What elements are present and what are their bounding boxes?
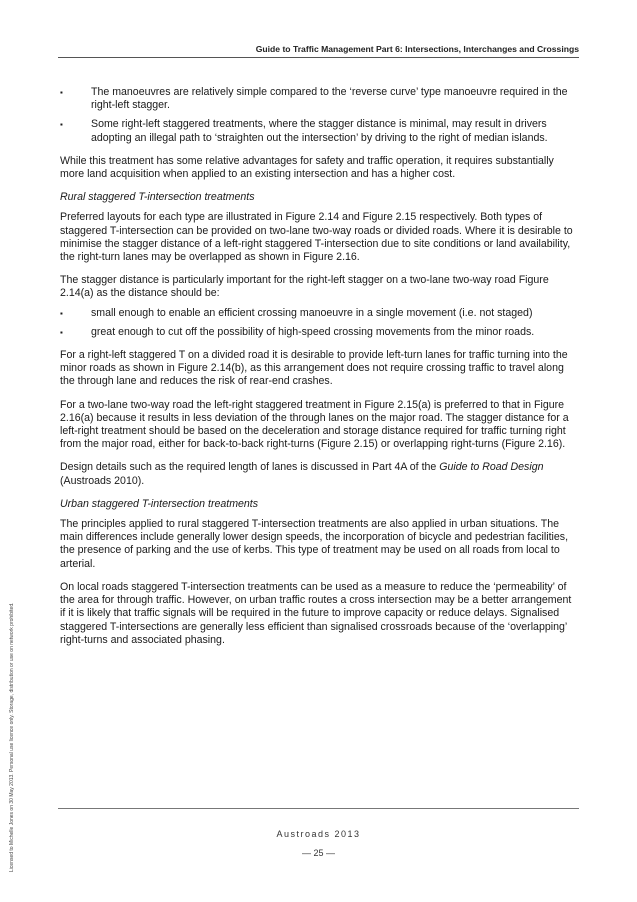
licence-side-note: Licensed to Michelle Jones on 30 May 2013. Personal use licence only. Storage, distribution or use on network prohibited. bbox=[9, 602, 15, 872]
list-item bbox=[60, 307, 574, 320]
design-text-end: (Austroads 2010). bbox=[60, 474, 145, 487]
paragraph-urban-principles: The principles applied to rural staggered T-intersection treatments are also applied in urban situations. The main differences include generally lower design speeds, the incorporation of bicycle and pedestrian facilities, the presence of parking and the use of kerbs. This type of treatment may be used on all roads from local to arterial. bbox=[60, 518, 569, 570]
footer-rule bbox=[58, 808, 579, 809]
page-number: — 25 — bbox=[301, 848, 335, 858]
paragraph-advantages: While this treatment has some relative advantages for safety and traffic operation, it requires substantially more land acquisition when applied to an existing intersection and has a higher cost. bbox=[60, 154, 554, 181]
bullet-icon: ▪ bbox=[60, 88, 63, 97]
running-header: Guide to Traffic Management Part 6: Intersections, Interchanges and Crossings bbox=[255, 44, 579, 54]
list-item bbox=[60, 86, 574, 112]
section-heading-rural: Rural staggered T-intersection treatments bbox=[60, 191, 255, 204]
list-item bbox=[60, 326, 574, 339]
list-item-text: small enough to enable an efficient crossing manoeuvre in a single movement (i.e. not staged) bbox=[91, 306, 533, 319]
list-item bbox=[60, 118, 574, 144]
header-rule bbox=[58, 57, 579, 58]
section-heading-urban: Urban staggered T-intersection treatments bbox=[60, 497, 259, 510]
page-body bbox=[60, 86, 574, 657]
paragraph-stagger-distance: The stagger distance is particularly important for the right-left stagger on a two-lane two-way road Figure 2.14(a) as the distance should be: bbox=[60, 274, 549, 300]
paragraph-local-roads: On local roads staggered T-intersection treatments can be used as a measure to reduce the ‘permeability’ of the area for through traffic. However, on urban traffic routes a cross intersection may be a better arrangement if it is likely that traffic signals will be required in the future to improve capacity or reduce delays. Signalised staggered T-intersections are generally less efficient than signalised crossroads because of the ‘overlapping’ right-turns and associated phasing. bbox=[60, 580, 572, 646]
paragraph-rural-layouts: Preferred layouts for each type are illustrated in Figure 2.14 and Figure 2.15 respectively. Both types of staggered T-intersection can be provided on two-lane two-way roads or divided roads. Where it is desirable to minimise the stagger distance of a left-right staggered T-intersection due to site conditions or land availability, the right-turn lanes may be overlapped as shown in Figure 2.16. bbox=[60, 211, 573, 264]
bullet-icon: ▪ bbox=[60, 120, 63, 130]
bullet-list-top bbox=[60, 86, 574, 145]
list-item-text: Some right-left staggered treatments, where the stagger distance is minimal, may result in drivers adopting an illegal path to ‘straighten out the intersection’ by driving to the right of median islands. bbox=[91, 118, 548, 144]
bullet-icon: ▪ bbox=[60, 308, 63, 318]
paragraph-divided-road: For a right-left staggered T on a divided road it is desirable to provide left-turn lanes for traffic turning into the minor roads as shown in Figure 2.14(b), as this arrangement does not require crossing traffic to travel along the through lane and reduces the risk of rear-end crashes. bbox=[60, 349, 568, 388]
footer-publisher: Austroads 2013 bbox=[276, 829, 361, 839]
bullet-icon: ▪ bbox=[60, 327, 63, 337]
list-item-text: The manoeuvres are relatively simple compared to the ‘reverse curve’ type manoeuvre required in the right-left stagger. bbox=[91, 86, 568, 112]
bullet-list-stagger bbox=[60, 307, 574, 339]
list-item-text: great enough to cut off the possibility of high-speed crossing movements from the minor roads. bbox=[91, 325, 535, 338]
paragraph-design-details bbox=[60, 461, 574, 487]
paragraph-two-lane-road: For a two-lane two-way road the left-right staggered treatment in Figure 2.15(a) is preferred to that in Figure 2.16(a) because it results in less deviation of the through lanes on the major road. The stagger distance for a left-right treatment should be based on the deceleration and storage distance required for traffic turning right from the major road, either for back-to-back right-turns (Figure 2.15) or overlapping right-turns (Figure 2.16). bbox=[60, 398, 569, 451]
guide-reference: Guide to Road Design bbox=[439, 461, 544, 474]
design-text-start: Design details such as the required length of lanes is discussed in Part 4A of the bbox=[60, 461, 440, 474]
